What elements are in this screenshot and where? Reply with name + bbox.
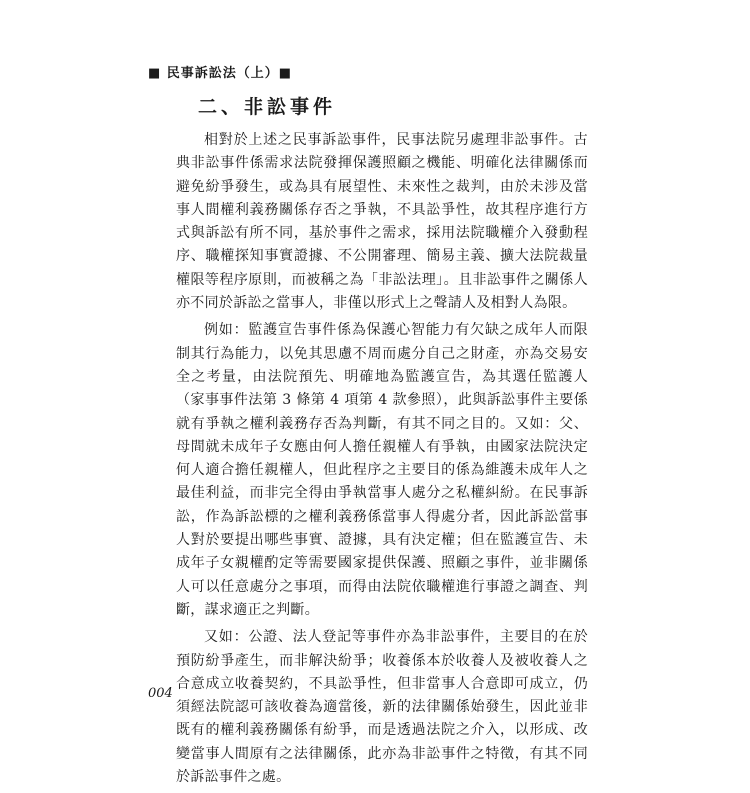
- paragraph-1: 相對於上述之民事訴訟事件，民事法院另處理非訟事件。古典非訟事件係需求法院發揮保護照顧之機能、明確化法律關係而避免紛爭發生，或為具有展望性、未來性之裁判，由於未涉及當事人間權利義務關係存否之爭執，不具訟爭性，故其程序進行方式與訴訟有所不同，基於事件之需求，採用法院職權介入發動程序、職權探知事實證據、不公開審理、簡易主義、擴大法院裁量權限等程序原則，而被稱之為「非訟法理」。且非訟事件之關係人亦不同於訴訟之當事人，非僅以形式上之聲請人及相對人為限。: [176, 132, 588, 312]
- body-text: [176, 129, 588, 793]
- section-title: 二、非訟事件: [198, 96, 337, 118]
- paragraph-3: 又如：公證、法人登記等事件亦為非訟事件，主要目的在於預防紛爭產生，而非解決紛爭；收養係本於收養人及被收養人之合意成立收養契約，不具訟爭性，但非當事人合意即可成立，仍須經法院認可該收養為適當後，新的法律關係始發生，因此並非既有的權利義務關係有紛爭，而是透過法院之介入，以形成、改變當事人間原有之法律關係，此亦為非訟事件之特徵，有其不同於訴訟事件之處。: [176, 629, 588, 786]
- page-number: 004: [148, 686, 173, 701]
- running-header: ■ 民事訴訟法（上）■: [148, 66, 293, 81]
- paragraph-2: 例如：監護宣告事件係為保護心智能力有欠缺之成年人而限制其行為能力，以免其思慮不周而處分自己之財產，亦為交易安全之考量，由法院預先、明確地為監護宣告，為其選任監護人（家事事件法第 3 條第 4 項第 4 款參照），此與訴訟事件主要係就有爭執之權利義務存否為判斷，有其不同之目的。又如：父、母間就未成年子女應由何人擔任親權人有爭執，由國家法院決定何人適合擔任親權人，但此程序之主要目的係為維護未成年人之最佳利益，而非完全得由爭執當事人處分之私權糾紛。在民事訴訟，作為訴訟標的之權利義務係當事人得處分者，因此訴訟當事人對於要提出哪些事實、證據，具有決定權；但在監護宣告、未成年子女親權酌定等需要國家提供保護、照顧之事件，並非關係人可以任意處分之事項，而得由法院依職權進行事證之調查、判斷，謀求適正之判斷。: [176, 322, 588, 618]
